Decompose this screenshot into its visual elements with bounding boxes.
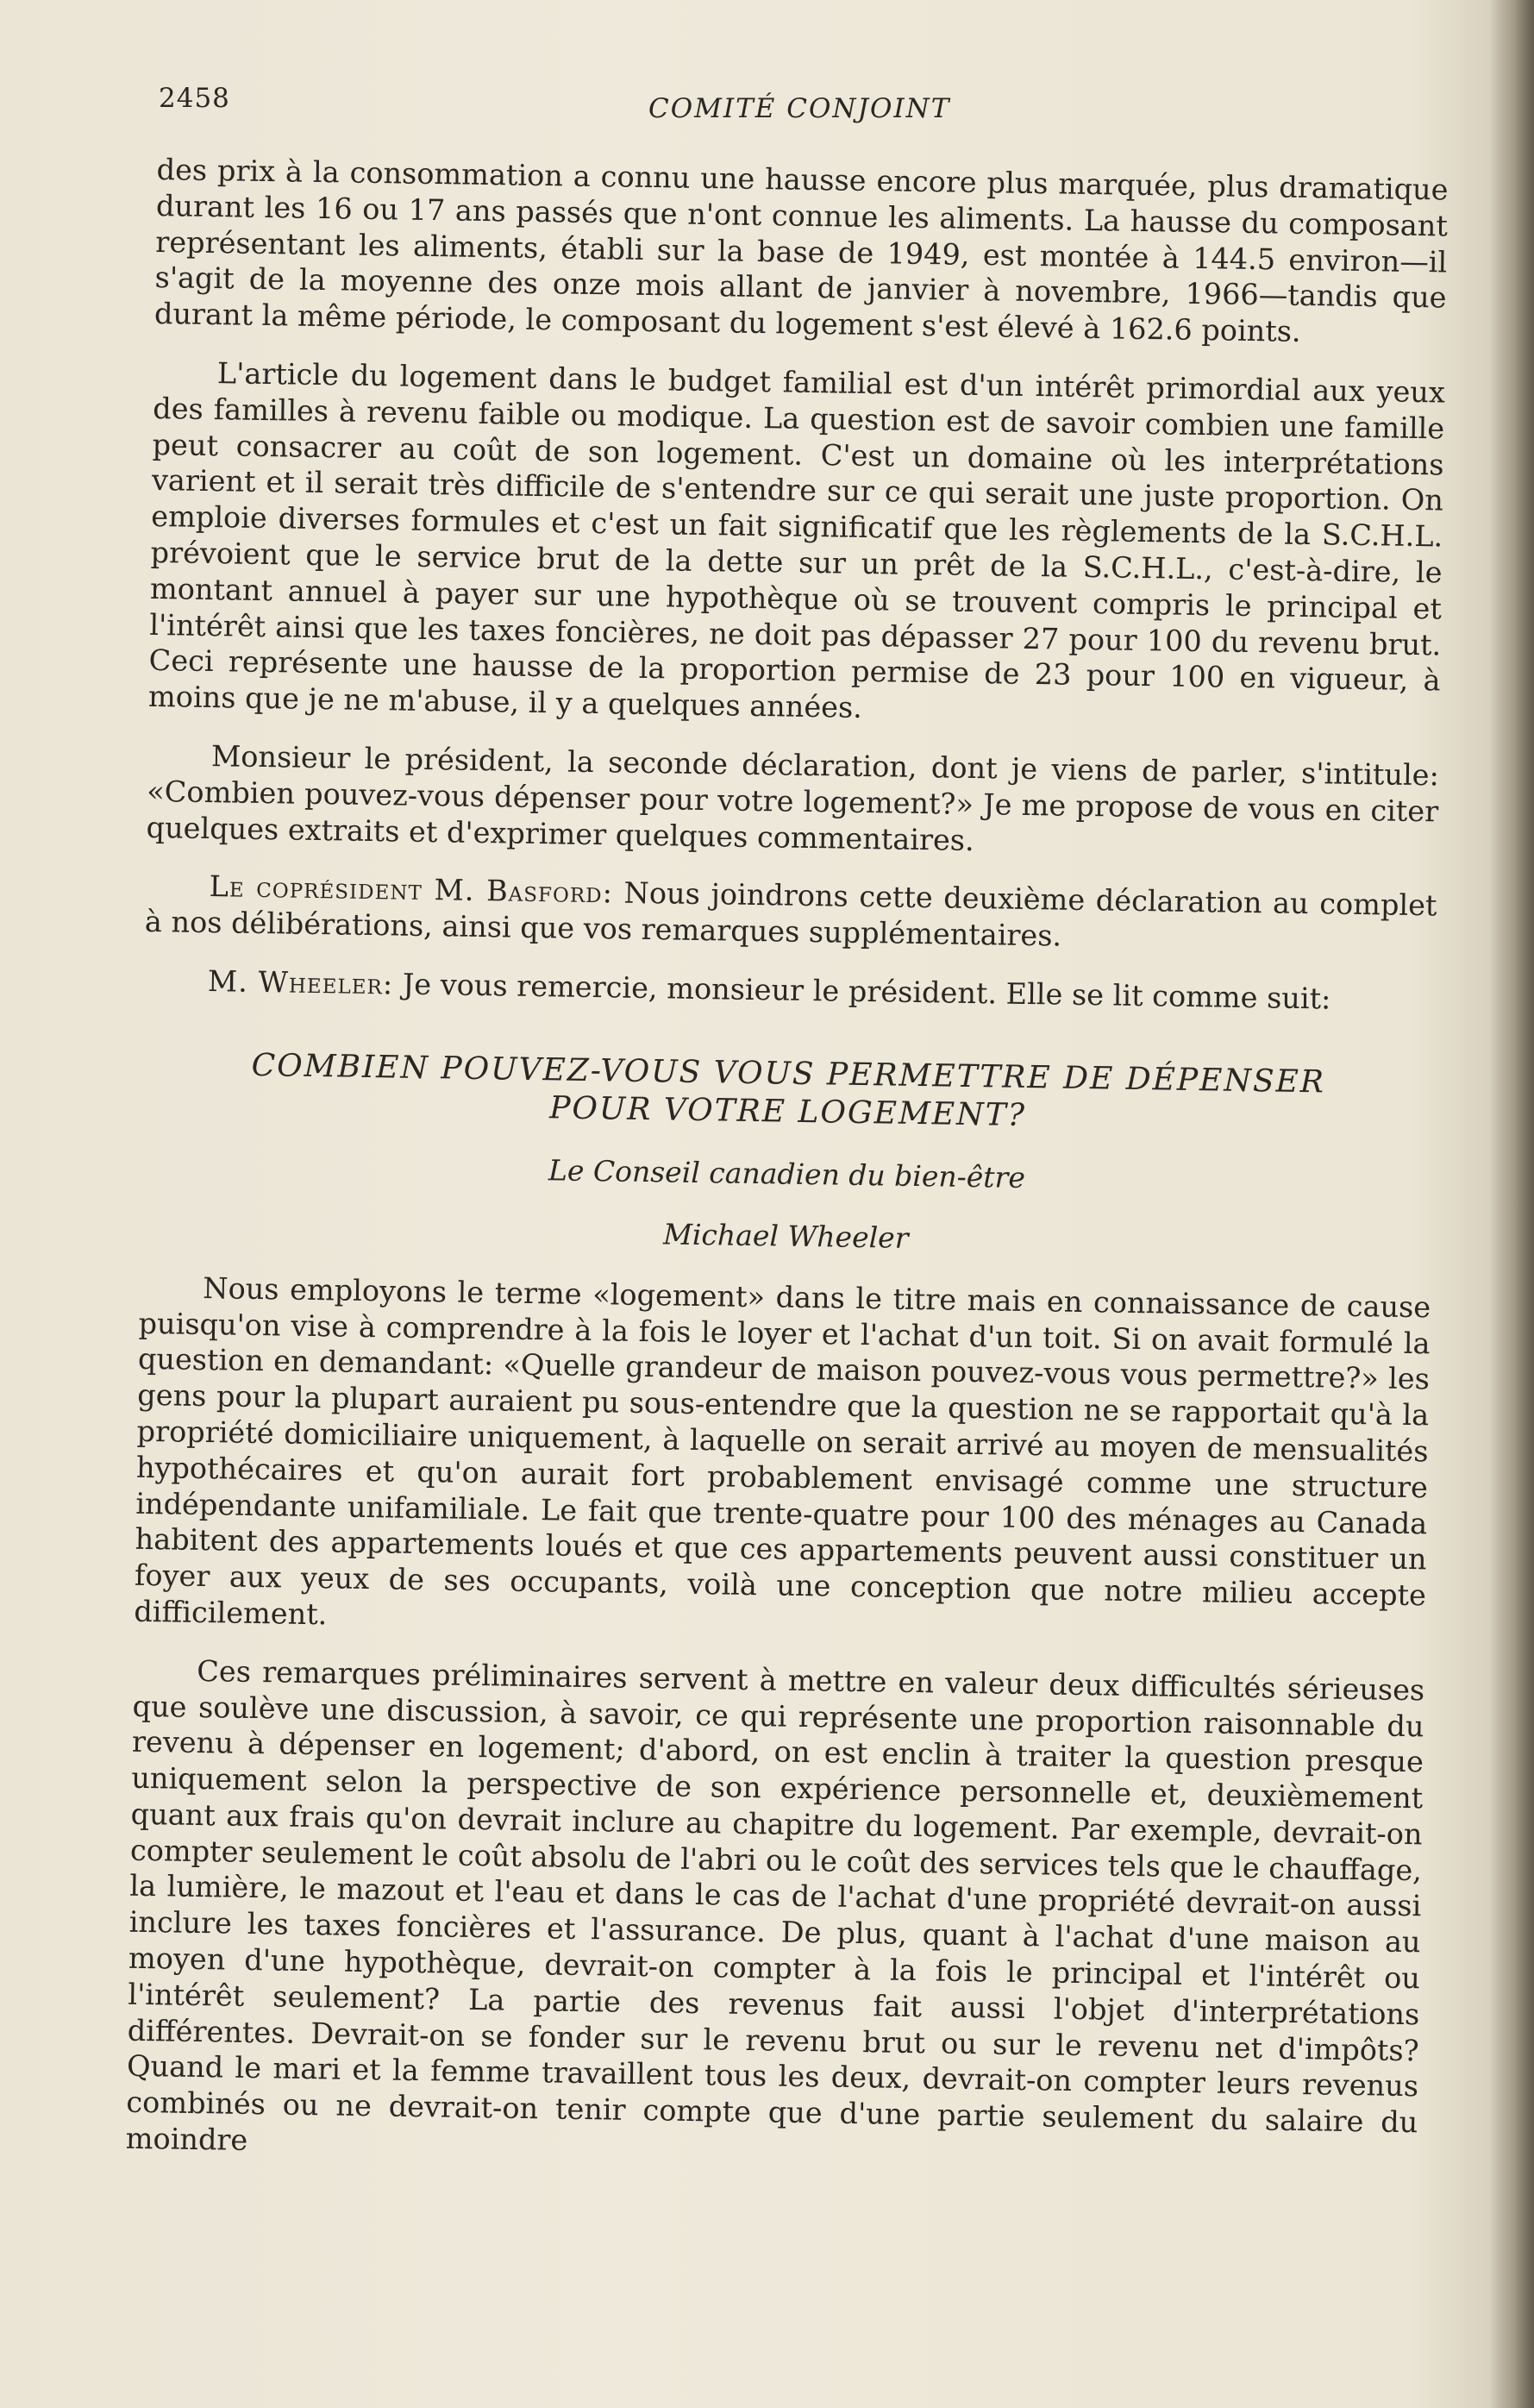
paragraph-1: des prix à la consommation a connu une hausse encore plus marquée, plus dramatique durant les 16 ou 17 ans passés que n'ont connue les aliments. La hausse du composant représentant les aliments, établi sur la base de 1949, est montée à 144.5 environ—il s'agit de la moyenne des onze mois allant de janvier à novembre, 1966—tandis que durant la même période, le composant du logement s'est élevé à 162.6 points.	[153, 152, 1449, 349]
organization-name: Le Conseil canadien du bien-être	[548, 1153, 1026, 1195]
page-number: 2458	[159, 83, 230, 114]
speaker-wheeler: M. Wheeler:	[207, 963, 394, 1001]
paragraph-3: Monsieur le président, la seconde déclaration, dont je viens de parler, s'intitule: «Combien pouvez-vous dépenser pour votre logement?» Je me propose de vous en citer quelques extraits et d'exprimer quelques commentaires.	[146, 739, 1440, 857]
document-title	[141, 1045, 1434, 1142]
paragraph-4	[145, 868, 1437, 960]
paragraph-2: L'article du logement dans le budget familial est d'un intérêt primordial aux yeux des familles à revenu faible ou modique. La question est de savoir combien une famille peut consacrer au coût de son logement. C'est un domaine où les interprétations varient et il serait très difficile de s'entendre sur ce qui serait une juste proportion. On emploie diverses formules et c'est un fait significatif que les règlements de la S.C.H.L. prévoient que le service brut de la dette sur un prêt de la S.C.H.L., c'est-à-dire, le montant annuel à payer sur une hypothèque où se trouvent compris le principal et l'intérêt ainsi que les taxes foncières, ne doit pas dépasser 27 pour 100 du revenu brut. Ceci représente une hausse de la proportion permise de 23 pour 100 en vigueur, à moins que je ne m'abuse, il y a quelques années.	[147, 356, 1446, 725]
document-title-line-2: POUR VOTRE LOGEMENT?	[548, 1090, 1027, 1133]
binding-shadow	[1489, 0, 1534, 2408]
page-body	[125, 152, 1449, 2199]
speech-basford: Nous joindrons cette deuxième déclaration au complet à nos délibérations, ainsi que vos remarques supplémentaires.	[144, 875, 1437, 953]
paragraph-5	[144, 963, 1436, 1019]
paragraph-6: Nous employons le terme «logement» dans le titre mais en connaissance de cause puisqu'on vise à comprendre à la fois le loyer et l'achat d'un toit. Si on avait formulé la question en demandant: «Quelle grandeur de maison pouvez-vous vous permettre?» les gens pour la plupart auraient pu sous-entendre que la question ne se rapportait qu'à la propriété domiciliaire uniquement, à laquelle on serait arrivé au moyen de mensualités hypothécaires et qu'on aurait fort probablement envisagé comme une structure indépendante unifamiliale. Le fait que trente-quatre pour 100 des ménages au Canada habitent des appartements loués et que ces appartements peuvent aussi constituer un foyer aux yeux de ses occupants, voilà une conception que notre milieu accepte difficilement.	[134, 1270, 1431, 1632]
running-title: COMITÉ CONJOINT	[648, 93, 951, 124]
document-title-line-1: COMBIEN POUVEZ-VOUS VOUS PERMETTRE DE DÉPENSER	[251, 1047, 1326, 1101]
speech-wheeler: Je vous remercie, monsieur le président. Elle se lit comme suit:	[392, 967, 1331, 1016]
paragraph-7: Ces remarques préliminaires servent à mettre en valeur deux difficultés sérieuses que soulève une discussion, à savoir, ce qui représente une proportion raisonnable du revenu à dépenser en logement; d'abord, on est enclin à traiter la question presque uniquement selon la perspective de son expérience personnelle et, deuxièmement quant aux frais qu'on devrait inclure au chapitre du logement. Par exemple, devrait-on compter seulement le coût absolu de l'abri ou le coût des services tels que le chauffage, la lumière, le mazout et l'eau et dans le cas de l'achat d'une propriété devrait-on aussi inclure les taxes foncières et l'assurance. De plus, quant à l'achat d'une maison au moyen d'une hypothèque, devrait-on compter à la fois le principal et l'intérêt ou l'intérêt seulement? La partie des revenus fait aussi l'objet d'interprétations différentes. Devrait-on se fonder sur le revenu brut ou sur le revenu net d'impôts? Quand le mari et la femme travaillent tous les deux, devrait-on compter leurs revenus combinés ou ne devrait-on tenir compte que d'une partie seulement du salaire du moindre	[125, 1653, 1425, 2157]
speaker-basford: Le coprésident M. Basford:	[209, 869, 614, 910]
author-name: Michael Wheeler	[662, 1217, 909, 1255]
